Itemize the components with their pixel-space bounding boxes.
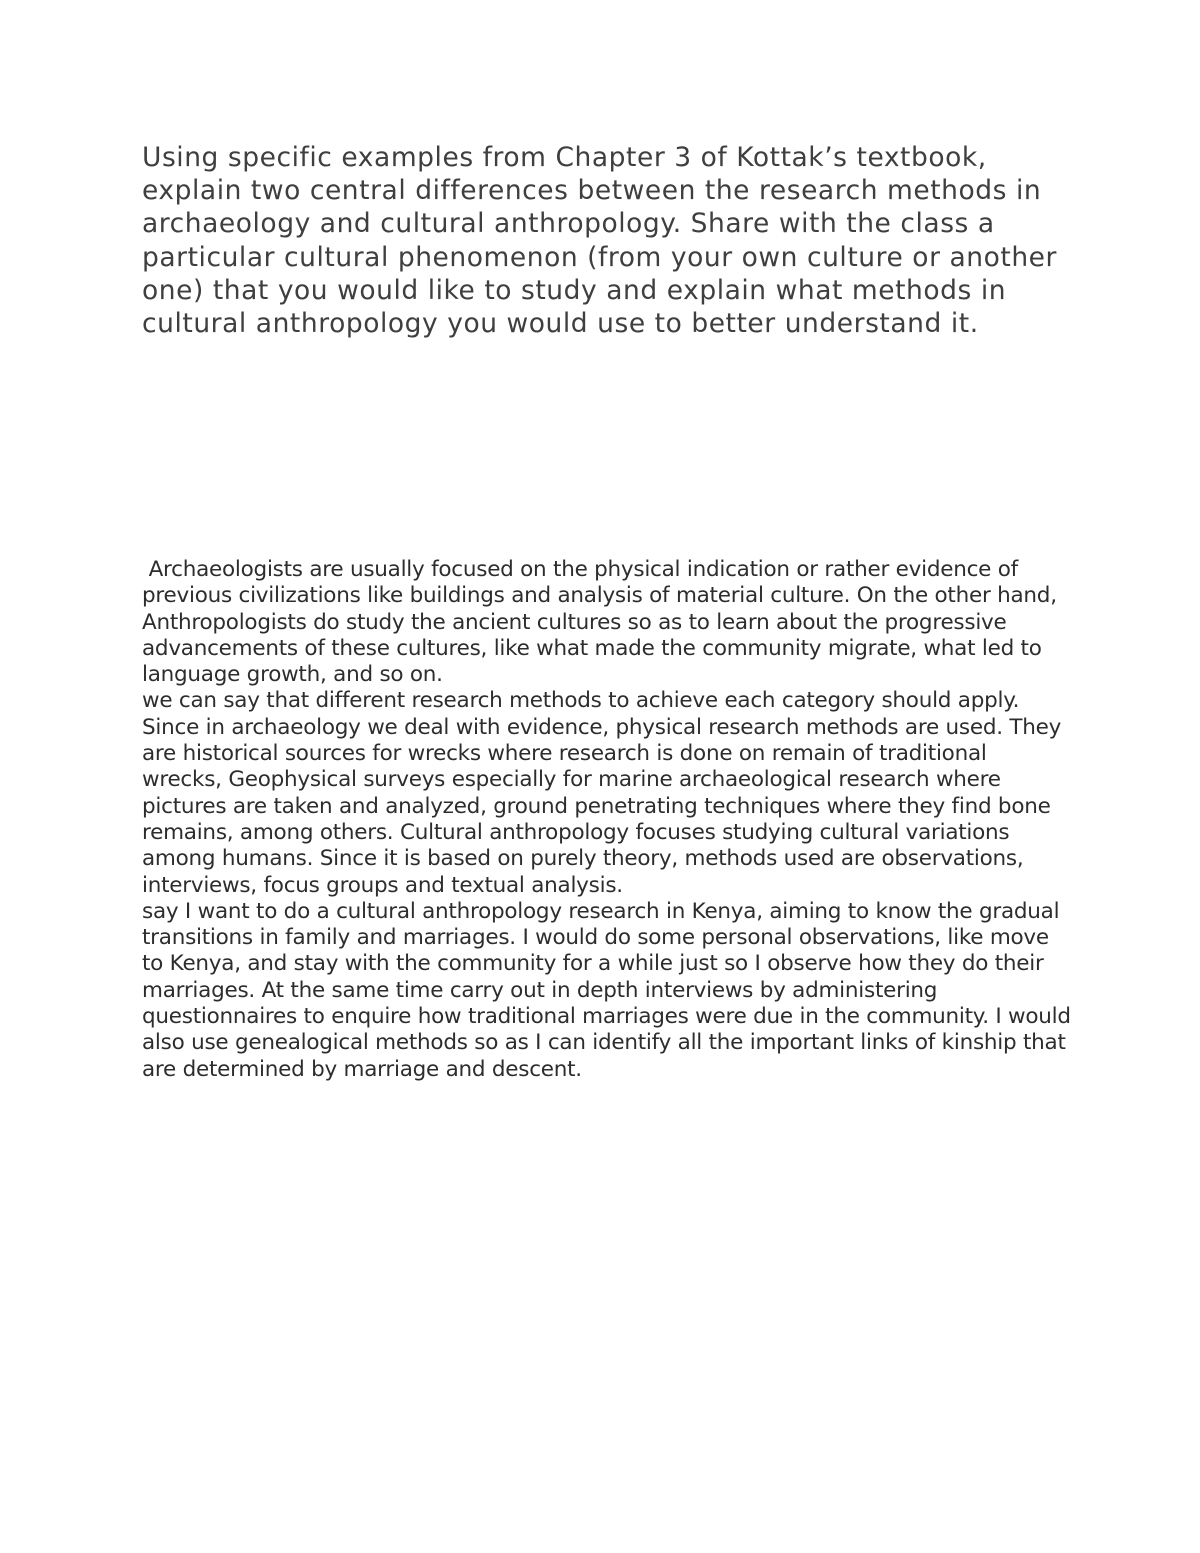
answer-paragraph-1: Archaeologists are usually focused on the physical indication or rather evidence of previous civilizations like buildings and analysis of material culture. On the other hand, Anthropologists do study the ancient cultures so as to learn about the progressive advancements of these cultures, like what made the community migrate, what led to language growth, and so on. (142, 557, 1064, 688)
answer-paragraph-3: say I want to do a cultural anthropology research in Kenya, aiming to know the gradual transitions in family and marriages. I would do some personal observations, like move to Kenya, and stay with the community for a while just so I observe how they do their marriages. At the same time carry out in depth interviews by administering questionnaires to enquire how traditional marriages were due in the community. I would also use genealogical methods so as I can identify all the important links of kinship that are determined by marriage and descent. (142, 898, 1078, 1082)
assignment-prompt: Using specific examples from Chapter 3 of Kottak’s textbook, explain two central differences between the research methods in archaeology and cultural anthropology. Share with the class a particular cultural phenomenon (from your own culture or another one) that you would like to study and explain what methods in cultural anthropology you would use to better understand it. (142, 142, 1057, 340)
answer-body (142, 557, 1078, 1083)
answer-paragraph-2: we can say that different research methods to achieve each category should apply. Since in archaeology we deal with evidence, physical research methods are used. They are historical sources for wrecks where research is done on remain of traditional wrecks, Geophysical surveys especially for marine archaeological research where pictures are taken and analyzed, ground penetrating techniques where they find bone remains, among others. Cultural anthropology focuses studying cultural variations among humans. Since it is based on purely theory, methods used are observations, interviews, focus groups and textual analysis. (142, 688, 1068, 898)
